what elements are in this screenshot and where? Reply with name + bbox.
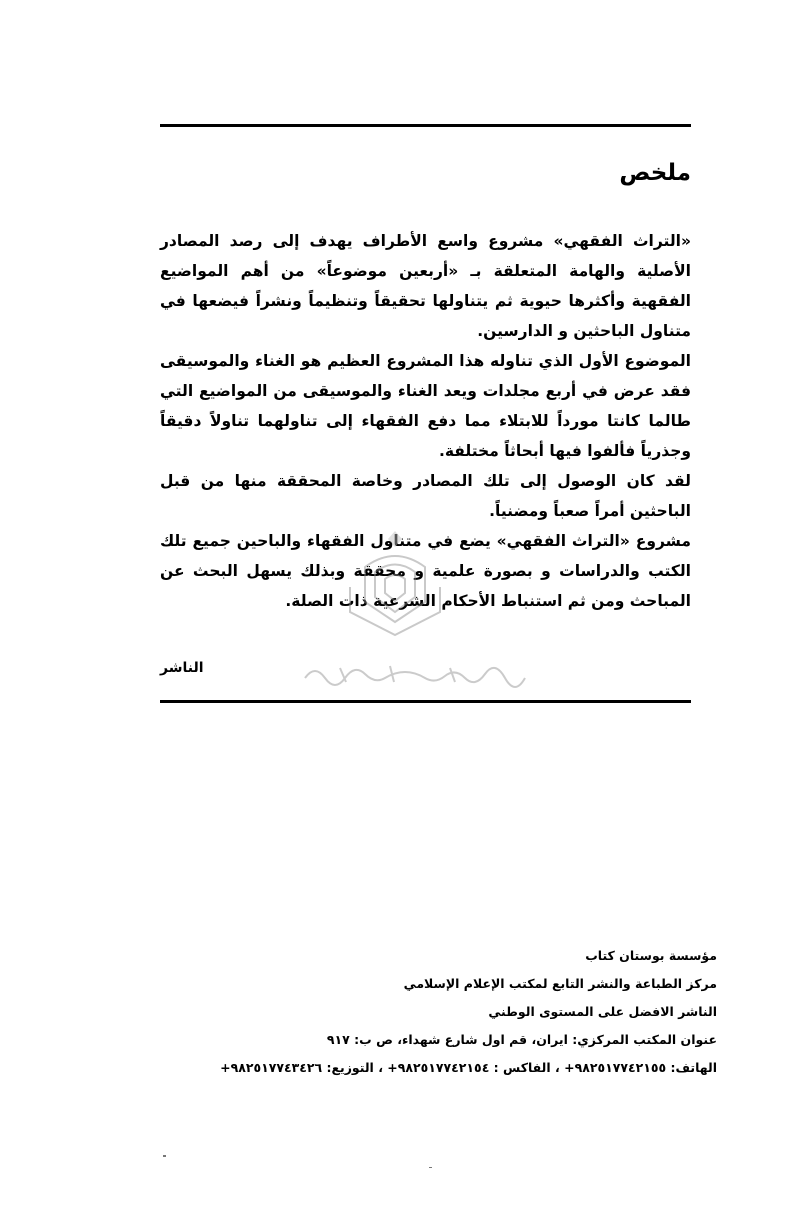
imprint-line-award: الناشر الافضل على المستوى الوطني bbox=[488, 1004, 717, 1019]
watermark-calligraphy-icon bbox=[300, 660, 530, 690]
summary-paragraph: الموضوع الأول الذي تناوله هذا المشروع العظيم هو الغناء والموسيقى فقد عرض في أربع مجلدات ويعد الغناء والموسيقى من المواضيع التي طالما كانتا مورداً للابتلاء مما دفع الفقهاء إلى تناولهما تناولاً دقيقاً وجذرياً فألفوا فيها أبحاثاً مختلفة. bbox=[160, 352, 691, 460]
imprint-line-address: عنوان المكتب المركزي: ايران، قم اول شارع شهداء، ص ب: ٩١٧ bbox=[326, 1032, 717, 1047]
imprint-line-center: مركز الطباعة والنشر التابع لمكتب الإعلام الإسلامي bbox=[403, 976, 717, 991]
publisher-imprint bbox=[157, 942, 717, 1082]
summary-paragraph: مشروع «التراث الفقهي» يضع في متناول الفقهاء والباحين جميع تلك الكتب والدراسات و بصورة علمية و محققة وبذلك يسهل البحث عن المباحث ومن ثم استنباط الأحكام الشرعية ذات الصلة. bbox=[160, 532, 691, 610]
top-rule bbox=[160, 124, 691, 127]
page-title: ملخص bbox=[619, 160, 691, 186]
imprint-line-phones: الهاتف: ٩٨٢٥١٧٧٤٢١٥٥+ ، الفاكس : ٩٨٢٥١٧٧٤٢١٥٤+ ، التوزيع: ٩٨٢٥١٧٧٤٣٤٢٦+ bbox=[220, 1060, 717, 1075]
scan-speck bbox=[429, 1167, 432, 1168]
summary-paragraph: لقد كان الوصول إلى تلك المصادر وخاصة المحققة منها من قبل الباحثين أمراً صعباً ومضنياً. bbox=[160, 472, 691, 520]
watermark-logo-icon bbox=[330, 527, 460, 637]
bottom-rule bbox=[160, 700, 691, 703]
imprint-line-foundation: مؤسسة بوستان كتاب bbox=[585, 948, 717, 963]
summary-paragraph: «التراث الفقهي» مشروع واسع الأطراف يهدف إلى رصد المصادر الأصلية والهامة المتعلقة بـ «أربعين موضوعاً» من أهم المواضيع الفقهية وأكثرها حيوية ثم يتناولها تحقيقاً وتنظيماً ونشراً فيضعها في متناول الباحثين و الدارسين. bbox=[160, 232, 691, 340]
publisher-signature: الناشر bbox=[160, 660, 204, 676]
scan-speck bbox=[163, 1155, 166, 1157]
